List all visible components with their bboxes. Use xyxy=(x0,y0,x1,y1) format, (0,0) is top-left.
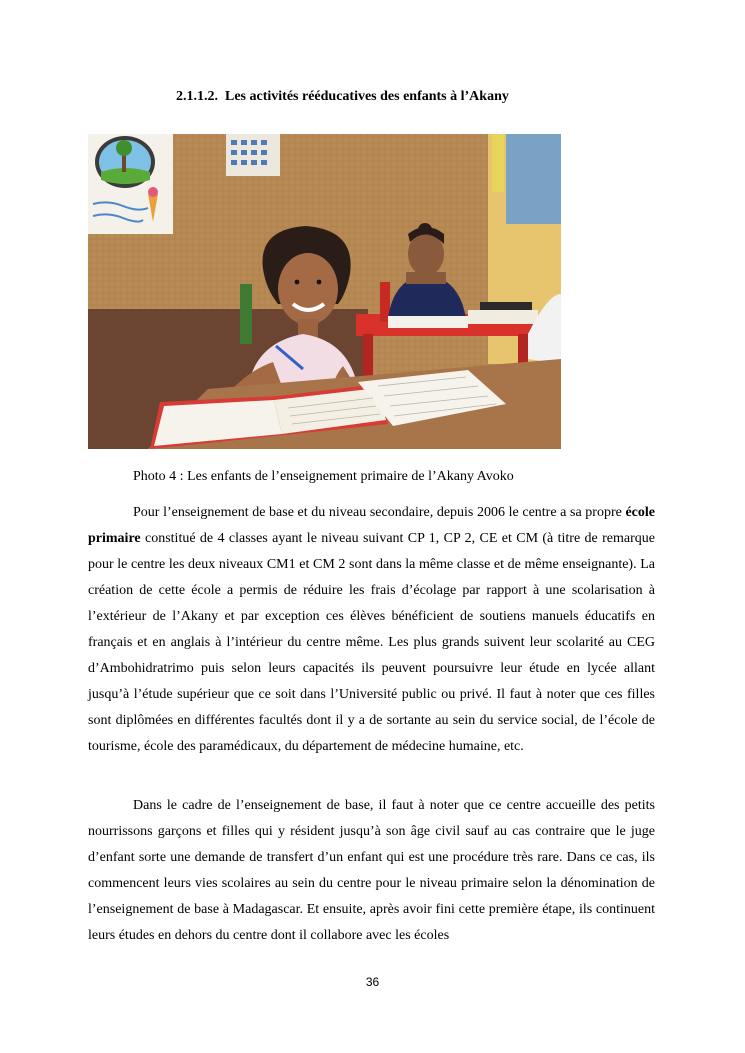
children-photo xyxy=(88,134,561,449)
photo-curtain xyxy=(506,134,561,224)
section-number: 2.1.1.2. xyxy=(176,89,218,104)
page-number: 36 xyxy=(365,975,380,989)
photo-caption: Photo 4 : Les enfants de l’enseignement primaire de l’Akany Avoko xyxy=(133,469,514,484)
paragraph-bold-term: école primaire xyxy=(88,505,655,546)
paragraph-basic-education: Dans le cadre de l’enseignement de base, il faut à noter que ce centre accueille des petits nourrissons garçons et filles qui y résident jusqu’à son âge civil sauf au cas contraire que le juge d’enfant sorte une demande de transfert d’un enfant qui est une procédure très rare. Dans ce cas, ils commencent leurs vies scolaires au sein du centre pour le niveau primaire selon la dénomination de l’enseignement de base à Madagascar. Et ensuite, après avoir fini cette première étape, ils continuent leurs études en dehors du centre dont il collabore avec les écoles xyxy=(88,798,655,943)
paragraph-intro: Pour l’enseignement de base et du niveau secondaire, depuis 2006 le centre a sa propre xyxy=(133,505,626,520)
section-heading xyxy=(176,89,509,105)
section-title: Les activités rééducatives des enfants à l’Akany xyxy=(225,89,509,104)
paragraph-primary-school xyxy=(88,500,655,760)
paragraph-body: constitué de 4 classes ayant le niveau suivant CP 1, CP 2, CE et CM (à titre de remarque pour le centre les deux niveaux CM1 et CM 2 sont dans la même classe et de même enseignante). La création de cette école a permis de réduire les frais d’écolage par rapport à une scolarisation à l’extérieur de l’Akany et par exception ces élèves bénéficient de soutiens manuels éducatifs en français et en anglais à l’intérieur du centre même. Les plus grands suivent leur scolarité au CEG d’Ambohidratrimo puis selon leurs capacités ils peuvent poursuivre leur étude en lycée allant jusqu’à l’étude supérieur que ce soit dans l’Université public ou privé. Il faut à noter que ces filles sont diplômées en différentes facultés dont il y a de sortante au sein du service social, de l’école de tourisme, école des paramédicaux, du département de médecine humaine, etc. xyxy=(88,531,655,754)
